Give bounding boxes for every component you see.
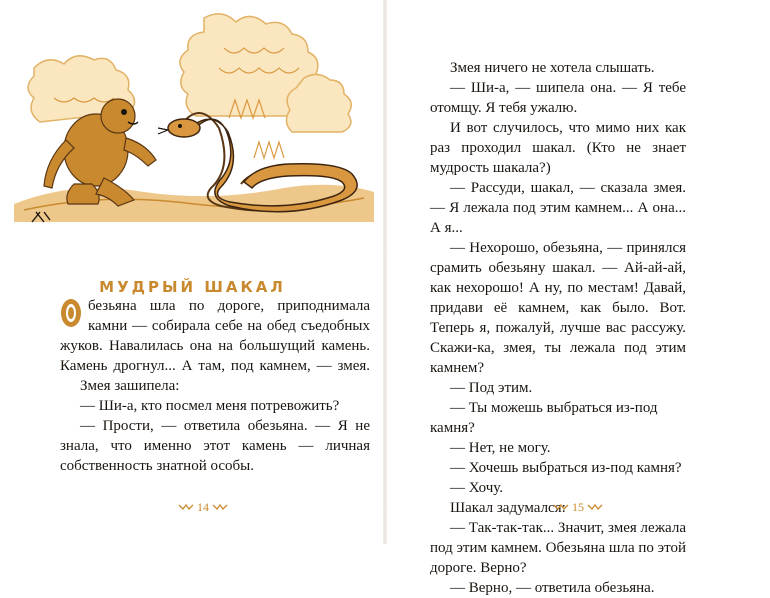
page-number-text: 15	[572, 499, 584, 514]
text-paragraph: — Так-так-так... Значит, змея лежала под этим камнем. Обезьяна шла по этой дороге. Верно?	[430, 520, 686, 576]
right-page-text	[430, 58, 686, 598]
text-paragraph: — Ши-а, — шипела она. — Я тебе отомщу. Я тебя ужалю.	[430, 80, 686, 116]
text-paragraph: И вот случилось, что мимо них как раз проходил шакал. (Кто не знает мудрость шакала?)	[430, 120, 686, 176]
folio-ornament-icon	[587, 503, 603, 511]
text-paragraph: — Под этим.	[450, 380, 533, 396]
page-number-left	[178, 500, 228, 514]
page-number-text: 14	[197, 499, 209, 514]
left-page-text	[60, 296, 370, 476]
text-line: — Ши-а, кто посмел меня потревожить?	[80, 398, 340, 414]
text-paragraph: — Рассуди, шакал, — сказала змея. — Я лежала под этим камнем... А она... А я...	[430, 180, 686, 236]
drop-cap	[60, 298, 82, 328]
folio-ornament-icon	[553, 503, 569, 511]
text-line: Змея зашипела:	[80, 378, 180, 394]
chapter-title: МУДРЫЙ ШАКАЛ	[99, 278, 286, 296]
text-paragraph: Змея ничего не хотела слышать.	[450, 60, 655, 76]
text-line: — Прости, — ответила обезьяна. — Я не знала, что именно этот камень — личная собственность знатной особы.	[60, 418, 370, 474]
text-paragraph: — Нехорошо, обезьяна, — принялся срамить обезьяну шакал. — Ай-ай-ай, как нехорошо! А ну, по местам! Давай, придави её камнем, как было. Вот. Теперь я, пожалуй, лучше вас рассужу. Скажи-ка, змея, ты лежала под этим камнем?	[430, 240, 686, 376]
text-paragraph: — Ты можешь выбраться из-под камня?	[430, 400, 658, 436]
text-paragraph: — Верно, — ответила обезьяна.	[450, 580, 655, 596]
folio-ornament-icon	[178, 503, 194, 511]
left-page	[0, 0, 385, 544]
opening-paragraph-text: безьяна шла по дороге, приподнимала камни — собирала себе на обед съедобных жуков. Навалилась она на большущий камень. Камень дрогнул... А там, под камнем, — змея.	[60, 298, 370, 374]
page-number-right	[553, 500, 603, 514]
folio-ornament-icon	[212, 503, 228, 511]
book-gutter	[383, 0, 387, 544]
text-paragraph: Шакал задумался:	[450, 500, 566, 516]
text-paragraph: — Хочу.	[450, 480, 504, 496]
text-paragraph: — Хочешь выбраться из-под камня?	[450, 460, 682, 476]
opening-paragraph	[60, 296, 370, 376]
monkey-snake-illustration	[14, 8, 374, 240]
text-paragraph: — Нет, не могу.	[450, 440, 551, 456]
